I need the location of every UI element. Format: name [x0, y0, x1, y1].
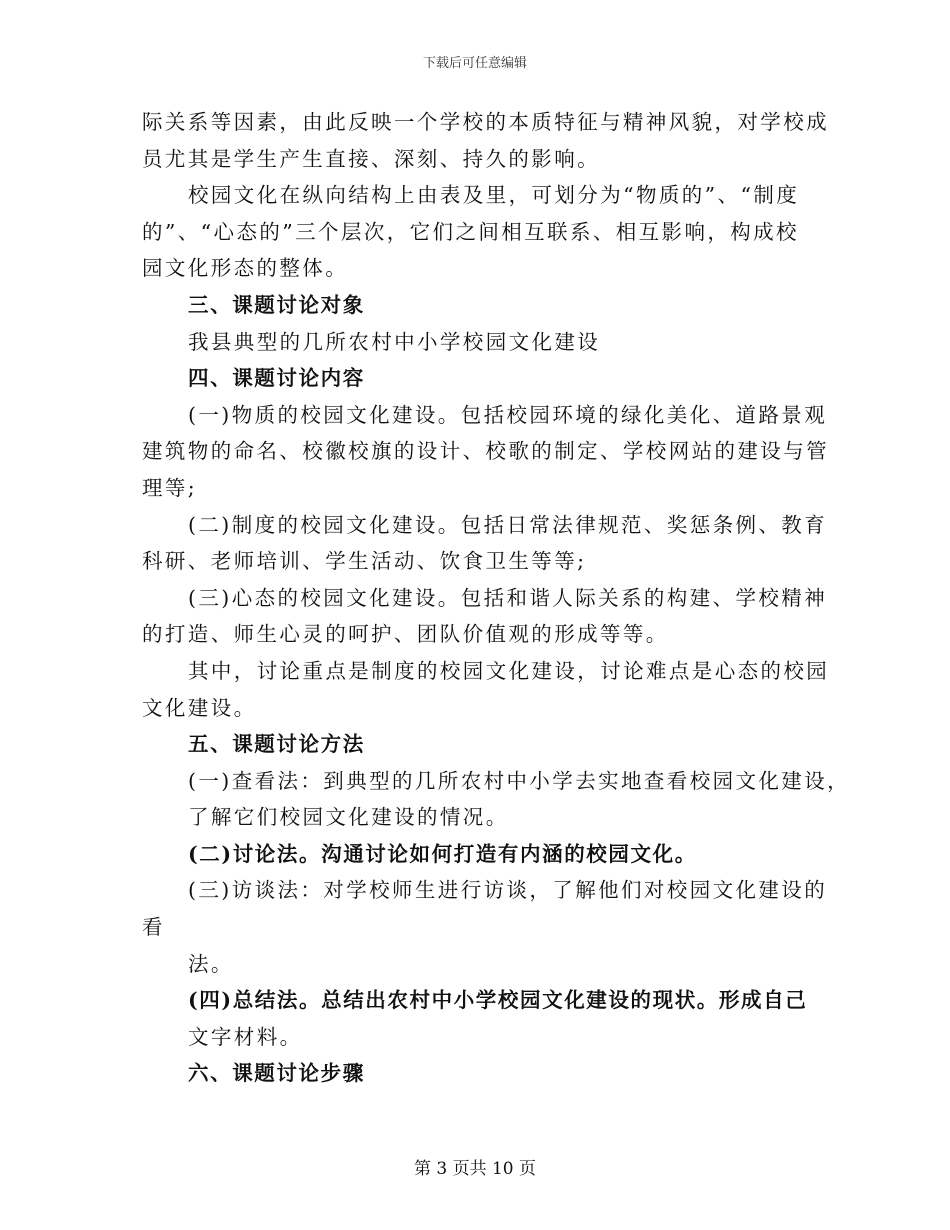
paragraph-line: 我县典型的几所农村中小学校园文化建设	[188, 329, 601, 354]
paragraph-line: 校园文化在纵向结构上由表及里，可划分为“物质的”、“制度	[188, 183, 800, 208]
paragraph-line: 其中，讨论重点是制度的校园文化建设，讨论难点是心态的校园	[188, 658, 830, 683]
section-heading: 五、课题讨论方法	[188, 732, 365, 757]
paragraph-line: (三)访谈法：对学校师生进行访谈，了解他们对校园文化建设的	[188, 878, 828, 903]
paragraph-line-bold: (二)讨论法。沟通讨论如何打造有内涵的校园文化。	[188, 841, 697, 866]
paragraph-line: 文字材料。	[188, 1024, 303, 1049]
body-line: 理等;	[142, 475, 198, 500]
body-line: 园文化形态的整体。	[142, 256, 349, 281]
paragraph-line: 了解它们校园文化建设的情况。	[188, 805, 509, 830]
section-heading: 四、课题讨论内容	[188, 366, 365, 391]
paragraph-line: (二)制度的校园文化建设。包括日常法律规范、奖惩条例、教育	[188, 512, 828, 537]
page-footer: 第 3 页共 10 页	[413, 1159, 537, 1179]
paragraph-line: 法。	[188, 951, 234, 976]
paragraph-line: (一)物质的校园文化建设。包括校园环境的绿化美化、道路景观	[188, 402, 828, 427]
body-line: 际关系等因素，由此反映一个学校的本质特征与精神风貌，对学校成	[142, 110, 829, 134]
body-line: 员尤其是学生产生直接、深刻、持久的影响。	[142, 146, 600, 171]
document-body	[142, 104, 850, 1092]
page-header: 下载后可任意编辑	[422, 56, 527, 71]
paragraph-line-bold: (四)总结法。总结出农村中小学校园文化建设的现状。形成自己	[188, 988, 808, 1013]
body-line: 文化建设。	[142, 695, 257, 720]
paragraph-line: (一)查看法：到典型的几所农村中小学去实地查看校园文化建设，	[188, 768, 850, 793]
body-line: 建筑物的命名、校徽校旗的设计、校歌的制定、学校网站的建设与管	[142, 439, 829, 464]
paragraph-line: (三)心态的校园文化建设。包括和谐人际关系的构建、学校精神	[188, 585, 828, 610]
body-line: 科研、老师培训、学生活动、饮食卫生等等;	[142, 549, 587, 574]
body-line: 的打造、师生心灵的呵护、团队价值观的形成等等。	[142, 622, 669, 647]
body-line: 的”、“心态的”三个层次，它们之间相互联系、相互影响，构成校	[142, 219, 799, 244]
section-heading: 六、课题讨论步骤	[188, 1061, 365, 1086]
section-heading: 三、课题讨论对象	[188, 292, 365, 317]
body-line: 看	[142, 915, 165, 940]
